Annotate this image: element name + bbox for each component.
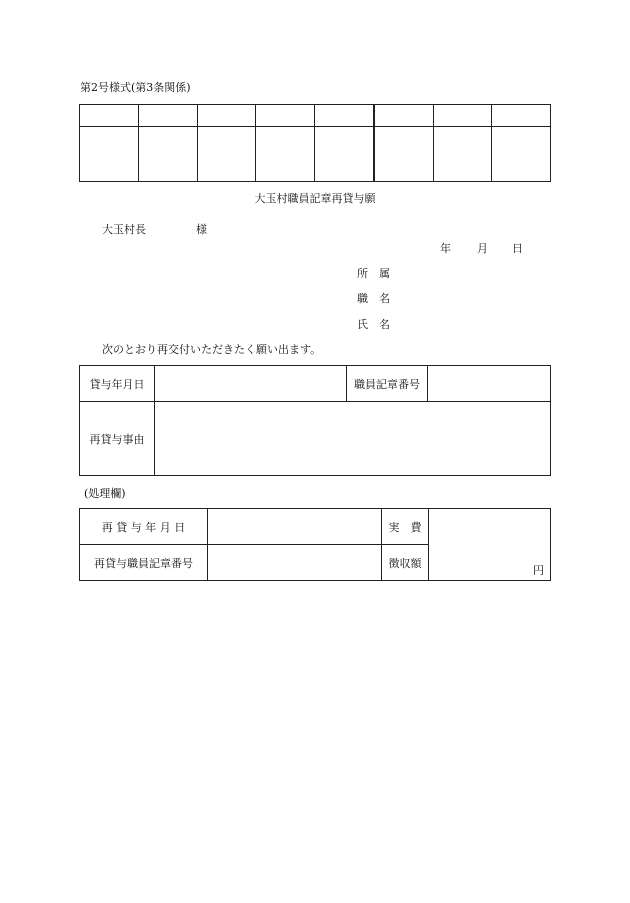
stamp-cell[interactable] [492, 127, 551, 182]
request-text: 次のとおり再交付いただきたく願い出ます。 [102, 343, 322, 356]
stamp-header-cell [256, 105, 315, 127]
processing-section-label: (処理欄) [84, 487, 126, 500]
processing-table [79, 508, 551, 581]
relend-date-label: 再 貸 与 年 月 日 [80, 509, 208, 545]
date-day-label: 日 [512, 242, 523, 255]
date-year-label: 年 [440, 242, 451, 255]
form-title: 大玉村職員記章再貸与願 [254, 192, 376, 205]
badge-number-field[interactable] [428, 366, 551, 402]
date-month-label: 月 [477, 242, 488, 255]
reason-field[interactable] [155, 402, 551, 476]
collected-amount-field[interactable] [429, 509, 551, 581]
stamp-cell[interactable] [256, 127, 315, 182]
position-label: 職 名 [357, 292, 390, 305]
badge-number-label: 職員記章番号 [347, 366, 428, 402]
stamp-cell[interactable] [80, 127, 139, 182]
yen-unit: 円 [533, 564, 544, 577]
stamp-header-cell [138, 105, 197, 127]
collected-label: 徴収額 [382, 545, 429, 581]
relend-badge-field[interactable] [208, 545, 382, 581]
stamp-header-cell [197, 105, 256, 127]
actual-cost-label: 実 費 [382, 509, 429, 545]
stamp-cell[interactable] [138, 127, 197, 182]
reason-label: 再貸与事由 [80, 402, 155, 476]
addressee-honorific: 様 [196, 223, 207, 236]
lend-date-label: 貸与年月日 [80, 366, 155, 402]
relend-date-field[interactable] [208, 509, 382, 545]
stamp-cell[interactable] [197, 127, 256, 182]
form-number: 第2号様式(第3条関係) [80, 81, 191, 94]
stamp-header-cell [315, 105, 374, 127]
application-table [79, 365, 551, 476]
applicant-name-label: 氏 名 [357, 318, 390, 331]
lend-date-field[interactable] [155, 366, 347, 402]
stamp-cell[interactable] [433, 127, 492, 182]
addressee-name: 大玉村長 [102, 223, 146, 236]
affiliation-label: 所 属 [357, 267, 390, 280]
relend-badge-label: 再貸与職員記章番号 [80, 545, 208, 581]
approval-stamp-grid [79, 104, 551, 182]
stamp-header-cell [492, 105, 551, 127]
stamp-cell[interactable] [315, 127, 374, 182]
stamp-header-cell [374, 105, 433, 127]
stamp-header-cell [433, 105, 492, 127]
stamp-cell[interactable] [374, 127, 433, 182]
stamp-header-cell [80, 105, 139, 127]
